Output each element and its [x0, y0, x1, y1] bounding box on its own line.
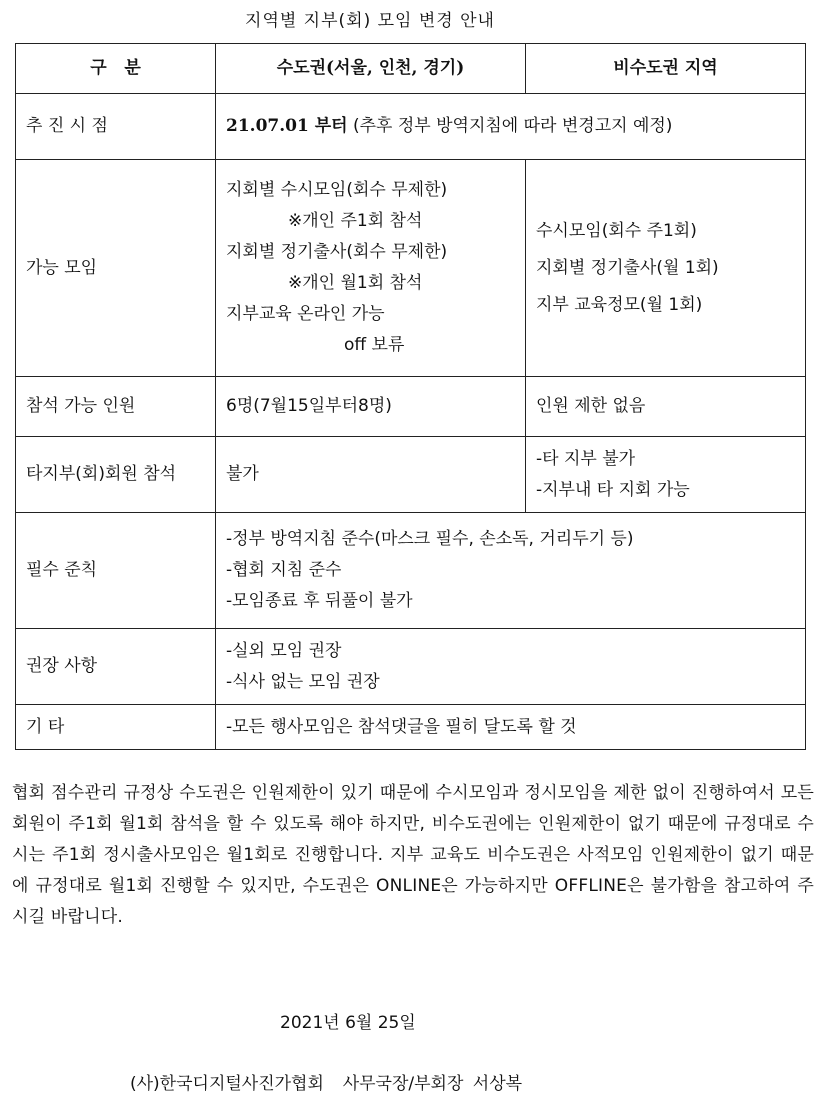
row-label-other: 기 타 — [16, 705, 216, 750]
header-capital-area: 수도권(서울, 인천, 경기) — [216, 44, 526, 94]
list-item: -실외 모임 권장 — [226, 640, 342, 661]
attendance-limit-non-capital: 인원 제한 없음 — [526, 377, 806, 437]
header-non-capital-area: 비수도권 지역 — [526, 44, 806, 94]
header-category: 구 분 — [16, 44, 216, 94]
table-row — [16, 94, 806, 160]
list-item: 지회별 수시모임(회수 무제한) — [226, 180, 448, 200]
list-item: 지회별 정기출사(월 1회) — [536, 257, 719, 278]
list-item: -정부 방역지침 준수(마스크 필수, 손소독, 거리두기 등) — [226, 529, 634, 549]
list-item: 지부교육 온라인 가능 — [226, 304, 385, 324]
list-item: -모든 행사모임은 참석댓글을 필히 달도록 할 것 — [226, 716, 577, 737]
table-row — [16, 160, 806, 377]
table-row — [16, 513, 806, 629]
start-date-cell — [216, 94, 806, 160]
document-title: 지역별 지부(회) 모임 변경 안내 — [245, 11, 495, 31]
row-label-other-branch-attendance: 타지부(회)회원 참석 — [16, 437, 216, 513]
list-item: 지회별 정기출사(회수 무제한) — [226, 242, 448, 262]
table-row — [16, 437, 806, 513]
list-item: ※개인 월1회 참석 — [288, 273, 423, 293]
list-item: -모임종료 후 뒤풀이 불가 — [226, 591, 413, 611]
list-item: 수시모임(회수 주1회) — [536, 220, 697, 241]
list-item: ※개인 주1회 참석 — [288, 211, 423, 231]
notice-table — [15, 43, 806, 750]
signature-line: (사)한국디지털사진가협회 사무국장/부회장 서상복 — [130, 1074, 523, 1094]
row-label-allowed-meetings: 가능 모임 — [16, 160, 216, 377]
row-label-attendance-limit: 참석 가능 인원 — [16, 377, 216, 437]
table-row — [16, 629, 806, 705]
list-item: off 보류 — [344, 335, 405, 355]
allowed-meetings-non-capital — [526, 160, 806, 377]
row-label-start-date: 추 진 시 점 — [16, 94, 216, 160]
start-date-value: 21.07.01 부터 — [226, 116, 348, 136]
explanation-paragraph: 협회 점수관리 규정상 수도권은 인원제한이 있기 때문에 수시모임과 정시모임을 제한 없이 진행하여서 모든 회원이 주1회 월1회 참석을 할 수 있도록 해야 하지만, 비수도권에는 인원제한이 없기 때문에 규정대로 수시는 주1회 정시출사모임은 월1회로 진행합니다. 지부 교육도 비수도권은 사적모임 인원제한이 없기 때문에 규정대로 월1회 진행할 수 있지만, 수도권은 ONLINE은 가능하지만 OFFLINE은 불가함을 참고하여 주시길 바랍니다. — [12, 783, 814, 927]
mandatory-rules-cell — [216, 513, 806, 629]
attendance-limit-capital: 6명(7월15일부터8명) — [216, 377, 526, 437]
other-cell — [216, 705, 806, 750]
list-item: -협회 지침 준수 — [226, 560, 342, 580]
list-item: -타 지부 불가 — [536, 448, 636, 469]
other-branch-non-capital — [526, 437, 806, 513]
document-date: 2021년 6월 25일 — [280, 1013, 416, 1033]
list-item: -식사 없는 모임 권장 — [226, 671, 380, 692]
row-label-recommendations: 권장 사항 — [16, 629, 216, 705]
recommendations-cell — [216, 629, 806, 705]
other-branch-capital: 불가 — [216, 437, 526, 513]
list-item: -지부내 타 지회 가능 — [536, 479, 690, 500]
table-header-row — [16, 44, 806, 94]
row-label-mandatory-rules: 필수 준칙 — [16, 513, 216, 629]
allowed-meetings-capital — [216, 160, 526, 377]
table-row — [16, 377, 806, 437]
start-date-note: (추후 정부 방역지침에 따라 변경고지 예정) — [347, 116, 673, 136]
table-row — [16, 705, 806, 750]
list-item: 지부 교육정모(월 1회) — [536, 294, 703, 315]
